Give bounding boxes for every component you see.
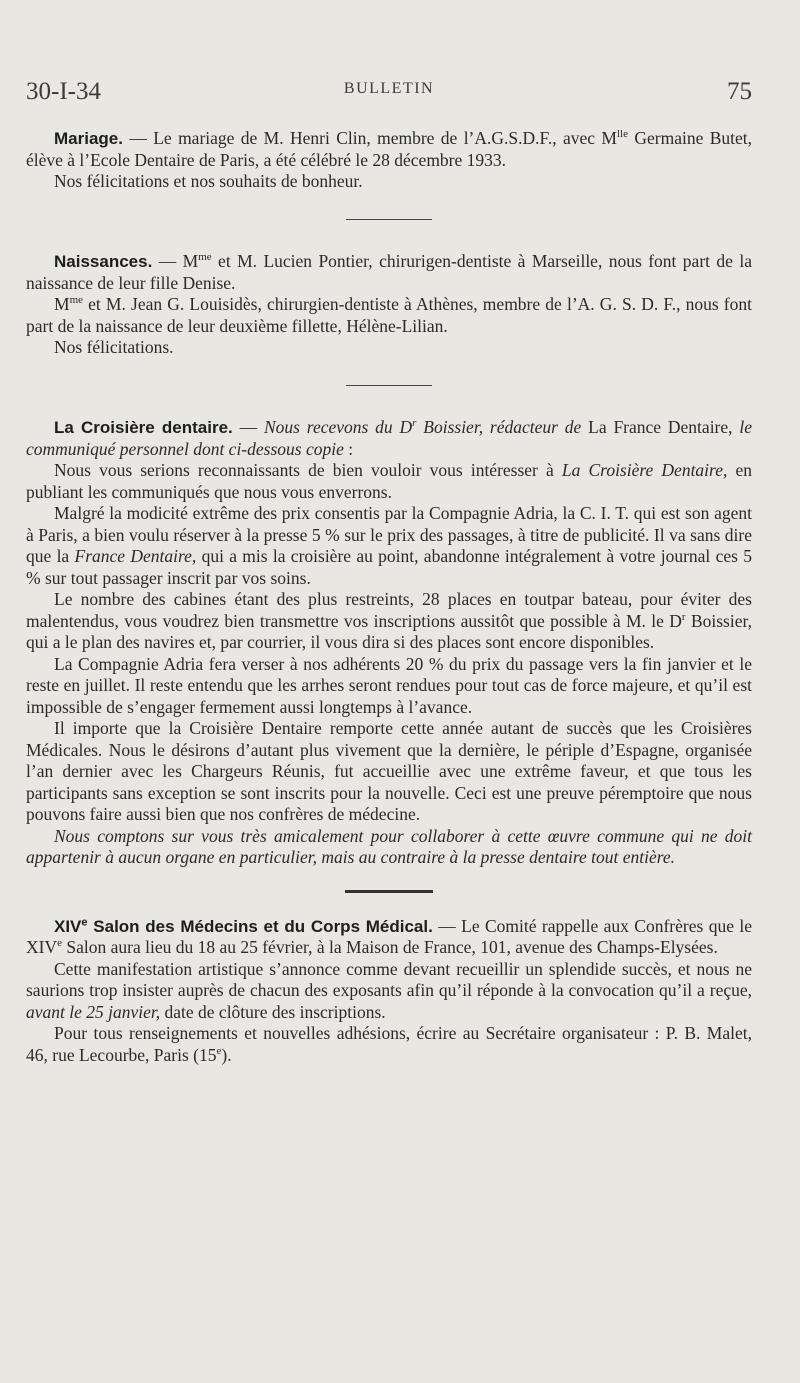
naissances-second-text: et M. Jean G. Louisidès, chirurgien-dentiste à Athènes, membre de l’A. G. S. D. F., nous font part de la naissance de leur deuxième fillette, Hélène-Lilian. [26,294,752,336]
section-naissances [26,251,752,359]
superscript: r [412,417,417,430]
text: Le nombre des cabines étant des plus restreints, 28 places en toutpar bateau, pour éviter des malentendus, vous voudrez bien transmettre vos inscriptions aussitôt que possible à M. le D [26,589,752,631]
mariage-congrats: Nos félicitations et nos souhaits de bonheur. [54,171,363,191]
naissances-paragraph [26,251,752,294]
naissances-text: et M. Lucien Pontier, chirurigen-dentiste à Marseille, nous font part de la naissance de leur fille Denise. [26,251,752,293]
superscript: e [81,915,88,928]
croisiere-p3 [26,589,752,654]
naissances-second [26,294,752,337]
intro-italic: Boissier, rédacteur de [416,417,582,437]
text: en publiant les communiqués que nous vous enverrons. [26,460,752,502]
croisiere-p5: Il importe que la Croisière Dentaire remporte cette année autant de succès que les Croisières Médicales. Nous le désirons d’autant plus vivement que la dernière, le périple d’Espagne, organisée l’an dernier avec les Chargeurs Réunis, fut accueillie avec une extrême faveur, et que tous les participants sans exception se sont inscrits pour la nouvelle. Ceci est une preuve péremptoire que nous pouvons faire aussi bien que nos confrères de médecine. [26,718,752,824]
croisiere-p1 [26,460,752,503]
salon-heading [26,917,433,936]
text: Le Comité rappelle aux Confrères que le XIV [26,915,752,957]
text: Cette manifestation artistique s’annonce comme devant recueillir un splendide succès, et nous ne saurions trop insister auprès de chacun des exposants afin qu’il réponde à la convocation qu’il a reçue, [26,958,752,1000]
naissances-congrats: Nos félicitations. [54,337,174,357]
dash: — [432,915,462,936]
section-mariage [26,128,752,193]
page-number: 75 [727,78,752,105]
text: Malgré la modicité extrême des prix consentis par la Compagnie Adria, la C. I. T. qui est son agent à Paris, a bien voulu réserver à la presse 5 % sur le prix des passages, à titre de publicité. Il va sans dire que la [26,503,752,566]
italic-title: La Croisière Dentaire, [561,460,728,480]
italic-title: France Dentaire, [74,546,197,566]
intro-journal: La France Dentaire, [581,417,733,437]
page-header [26,78,752,118]
croisiere-p6: Nous comptons sur vous très amicalement pour collaborer à cette œuvre commune qui ne doit appartenir à aucun organe en particulier, mais au contraire à la presse dentaire tout entière. [26,825,752,867]
heading-text: XIV [54,916,82,936]
intro-colon: : [343,438,354,459]
superscript: e [57,937,62,950]
title-abbrev: M [54,294,70,314]
mariage-paragraph [26,128,752,171]
croisiere-p4: La Compagnie Adria fera verser à nos adhérents 20 % du prix du passage vers la fin janvier et le reste en juillet. Il reste entendu que les arrhes seront rendues pour tout cas de force majeure, et qu’il est impossible de s’engager fermement aussi longtemps à l’avance. [26,653,752,717]
section-divider [345,890,433,893]
mariage-text-continued: Germaine Butet, élève à l’Ecole Dentaire de Paris, a été célébré le 28 décembre 1933. [26,128,753,170]
section-croisiere [26,417,752,869]
croisiere-heading: La Croisière dentaire. [54,418,233,437]
dash: — [122,128,154,148]
text: ). [221,1044,232,1065]
salon-p3 [26,1023,752,1066]
superscript: me [69,294,84,307]
mariage-text: Le mariage de M. Henri Clin, membre de l’A.G.S.D.F., avec M [153,128,617,148]
italic-deadline: avant le 25 janvier, [26,1001,161,1022]
text: qui a mis la croisière au point, abandonne intégralement à votre journal ces 5 % sur tout passager inscrit par vos soins. [26,546,752,588]
salon-p2 [26,959,752,1024]
superscript: r [681,610,686,623]
title-abbrev: M [182,251,199,271]
salon-paragraph [26,916,752,959]
intro-italic: Nous recevons du D [263,417,413,437]
intro-italic: le communiqué personnel dont ci-dessous copie [26,417,753,459]
naissances-heading: Naissances. [54,252,153,271]
text: date de clôture des inscriptions. [160,1001,386,1022]
article-body [26,128,752,1066]
dash: — [152,251,183,271]
section-divider [346,219,432,221]
section-salon [26,916,752,1067]
superscript: e [216,1044,222,1057]
text: Salon aura lieu du 18 au 25 février, à la Maison de France, 101, avenue des Champs-Elysées. [62,937,718,957]
heading-text: Salon des Médecins et du Corps Médical. [87,916,433,936]
mariage-heading: Mariage. [54,129,123,148]
section-divider [346,385,432,387]
croisiere-intro [26,417,752,460]
superscript: me [198,251,212,264]
header-title: BULLETIN [343,80,435,97]
croisiere-p2 [26,503,752,589]
text: Boissier, qui a le plan des navires et, par courrier, il vous dira si des places sont encore disponibles. [26,610,752,652]
text: Nous vous serions reconnaissants de bien vouloir vous intéresser à [54,460,562,480]
header-date: 30-I-34 [26,78,101,105]
superscript: lle [616,128,628,141]
dash: — [232,417,264,437]
text: Pour tous renseignements et nouvelles adhésions, écrire au Secrétaire organisateur : P. B. Malet, 46, rue Lecourbe, Paris (15 [26,1023,752,1065]
